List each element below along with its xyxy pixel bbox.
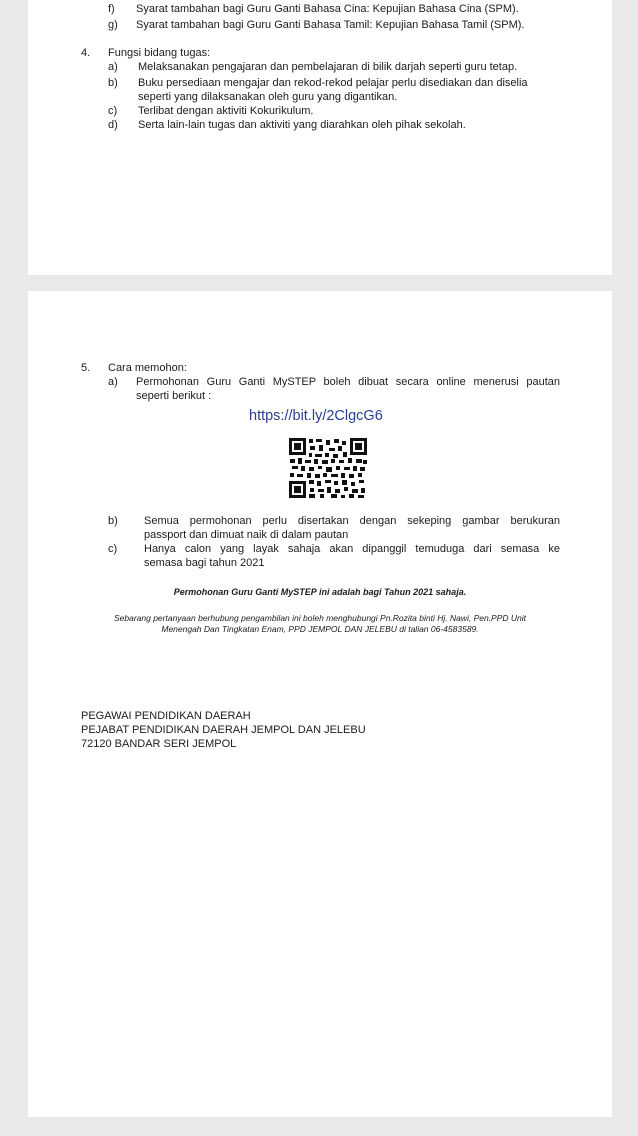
item-marker-4d: d) bbox=[108, 119, 118, 131]
signature-line-2: PEJABAT PENDIDIKAN DAERAH JEMPOL DAN JELEBU bbox=[81, 724, 366, 736]
item-text-5b-line1: Semua permohonan perlu disertakan dengan sekeping gambar berukuran bbox=[144, 515, 560, 527]
document-page-1 bbox=[28, 0, 612, 275]
year-note: Permohonan Guru Ganti MySTEP ini adalah bagi Tahun 2021 sahaja. bbox=[173, 587, 467, 597]
item-text-4a: Melaksanakan pengajaran dan pembelajaran di bilik darjah seperti guru tetap. bbox=[138, 61, 518, 73]
cut-off-line bbox=[140, 0, 460, 1]
item-text-5b-line2: passport dan dimuat naik di dalam pautan bbox=[144, 529, 349, 541]
item-text-g: Syarat tambahan bagi Guru Ganti Bahasa Tamil: Kepujian Bahasa Tamil (SPM). bbox=[136, 19, 525, 31]
item-text-f: Syarat tambahan bagi Guru Ganti Bahasa Cina: Kepujian Bahasa Cina (SPM). bbox=[136, 3, 519, 15]
application-link[interactable]: https://bit.ly/2ClgcG6 bbox=[249, 408, 383, 424]
document-page-2 bbox=[28, 291, 612, 1117]
section-5-number: 5. bbox=[81, 362, 91, 374]
enquiry-line-2: Menengah Dan Tingkatan Enam, PPD JEMPOL DAN JELEBU di talian 06-4583589. bbox=[161, 624, 479, 634]
item-text-4b-line2: seperti yang dilaksanakan oleh guru yang digantikan. bbox=[138, 91, 398, 103]
section-4-number: 4. bbox=[81, 47, 91, 59]
item-marker-5a: a) bbox=[108, 376, 118, 388]
item-marker-5c: c) bbox=[108, 543, 118, 555]
enquiry-line-1: Sebarang pertanyaan berhubung pengambilan ini boleh menghubungi Pn.Rozita binti Hj. Nawi, Pen.PPD Unit bbox=[113, 613, 527, 623]
item-text-5c-line2: semasa bagi tahun 2021 bbox=[144, 557, 265, 569]
signature-line-3: 72120 BANDAR SERI JEMPOL bbox=[81, 738, 237, 750]
item-marker-5b: b) bbox=[108, 515, 118, 527]
item-text-5a-line2: seperti berikut : bbox=[136, 390, 212, 402]
item-marker-g: g) bbox=[108, 19, 118, 31]
item-text-4d: Serta lain-lain tugas dan aktiviti yang diarahkan oleh pihak sekolah. bbox=[138, 119, 466, 131]
section-4-heading: Fungsi bidang tugas: bbox=[108, 47, 211, 59]
item-text-4c: Terlibat dengan aktiviti Kokurikulum. bbox=[138, 105, 314, 117]
section-5-heading: Cara memohon: bbox=[108, 362, 187, 374]
item-text-5c-line1: Hanya calon yang layak sahaja akan dipanggil temuduga dari semasa ke bbox=[144, 543, 560, 555]
item-marker-4a: a) bbox=[108, 61, 118, 73]
item-marker-4b: b) bbox=[108, 77, 118, 89]
item-marker-f: f) bbox=[108, 3, 115, 15]
item-marker-4c: c) bbox=[108, 105, 118, 117]
item-text-5a-line1: Permohonan Guru Ganti MySTEP boleh dibuat secara online menerusi pautan bbox=[136, 376, 560, 388]
item-text-4b-line1: Buku persediaan mengajar dan rekod-rekod pelajar perlu disediakan dan diselia bbox=[138, 77, 528, 89]
signature-line-1: PEGAWAI PENDIDIKAN DAERAH bbox=[81, 710, 251, 722]
qr-code-icon bbox=[289, 438, 367, 498]
